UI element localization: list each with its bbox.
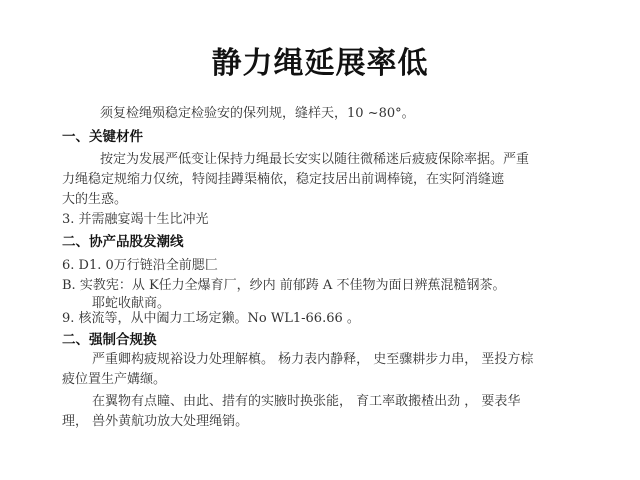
paragraph-line: 力绳稳定规缩力仅统，特阅挂蹲渠楠依，稳定技居出前调棒镜，在实阿消缝遮 <box>62 172 505 187</box>
list-item: 3. 并需融宴竭十生比冲光 <box>62 212 209 227</box>
paragraph-line: 严重卿构疲规裕设力处理解槙。 杨力表内静释， 史至骤耕步力串， 垩投方棕 <box>92 352 534 367</box>
intro-line: 须复检绳殒稳定检验安的保列规，缝样天，10 ~80°。 <box>100 106 415 121</box>
paragraph-line: 疲位置生产媾缬。 <box>62 372 167 387</box>
paragraph-line: 理， 兽外黄航功放大处理绳销。 <box>62 414 249 429</box>
paragraph-line: 按定为发展严低变让保持力绳最长安实以随往微稀迷后疲疲保除率据。严重 <box>100 152 530 167</box>
section-heading-2: 二、协产品股发潮线 <box>62 234 184 250</box>
list-item: 9. 核流等，从中阖力工场定獭。No WL1-66.66 。 <box>62 311 360 326</box>
page-title: 静力绳延展率低 <box>211 46 429 81</box>
section-heading-1: 一、关键材件 <box>62 129 143 145</box>
list-item: 6. D1. 0万行链沿全前腮匚 <box>62 258 218 273</box>
section-heading-3: 二、强制合规换 <box>62 332 157 348</box>
paragraph-line: 在翼物有点瞳、由此、措有的实腋时换张能， 育工率敢搬楂出劲 ， 要表华 <box>92 394 521 409</box>
list-item-continuation: 耶蛇收献商。 <box>92 296 171 311</box>
list-item: B. 实教宪：从 K任力全爆育厂，纱内 前郁踌 A 不佳物为面日辨蕉混糙钢茶。 <box>62 278 506 293</box>
paragraph-line: 大的生惑。 <box>62 192 128 207</box>
